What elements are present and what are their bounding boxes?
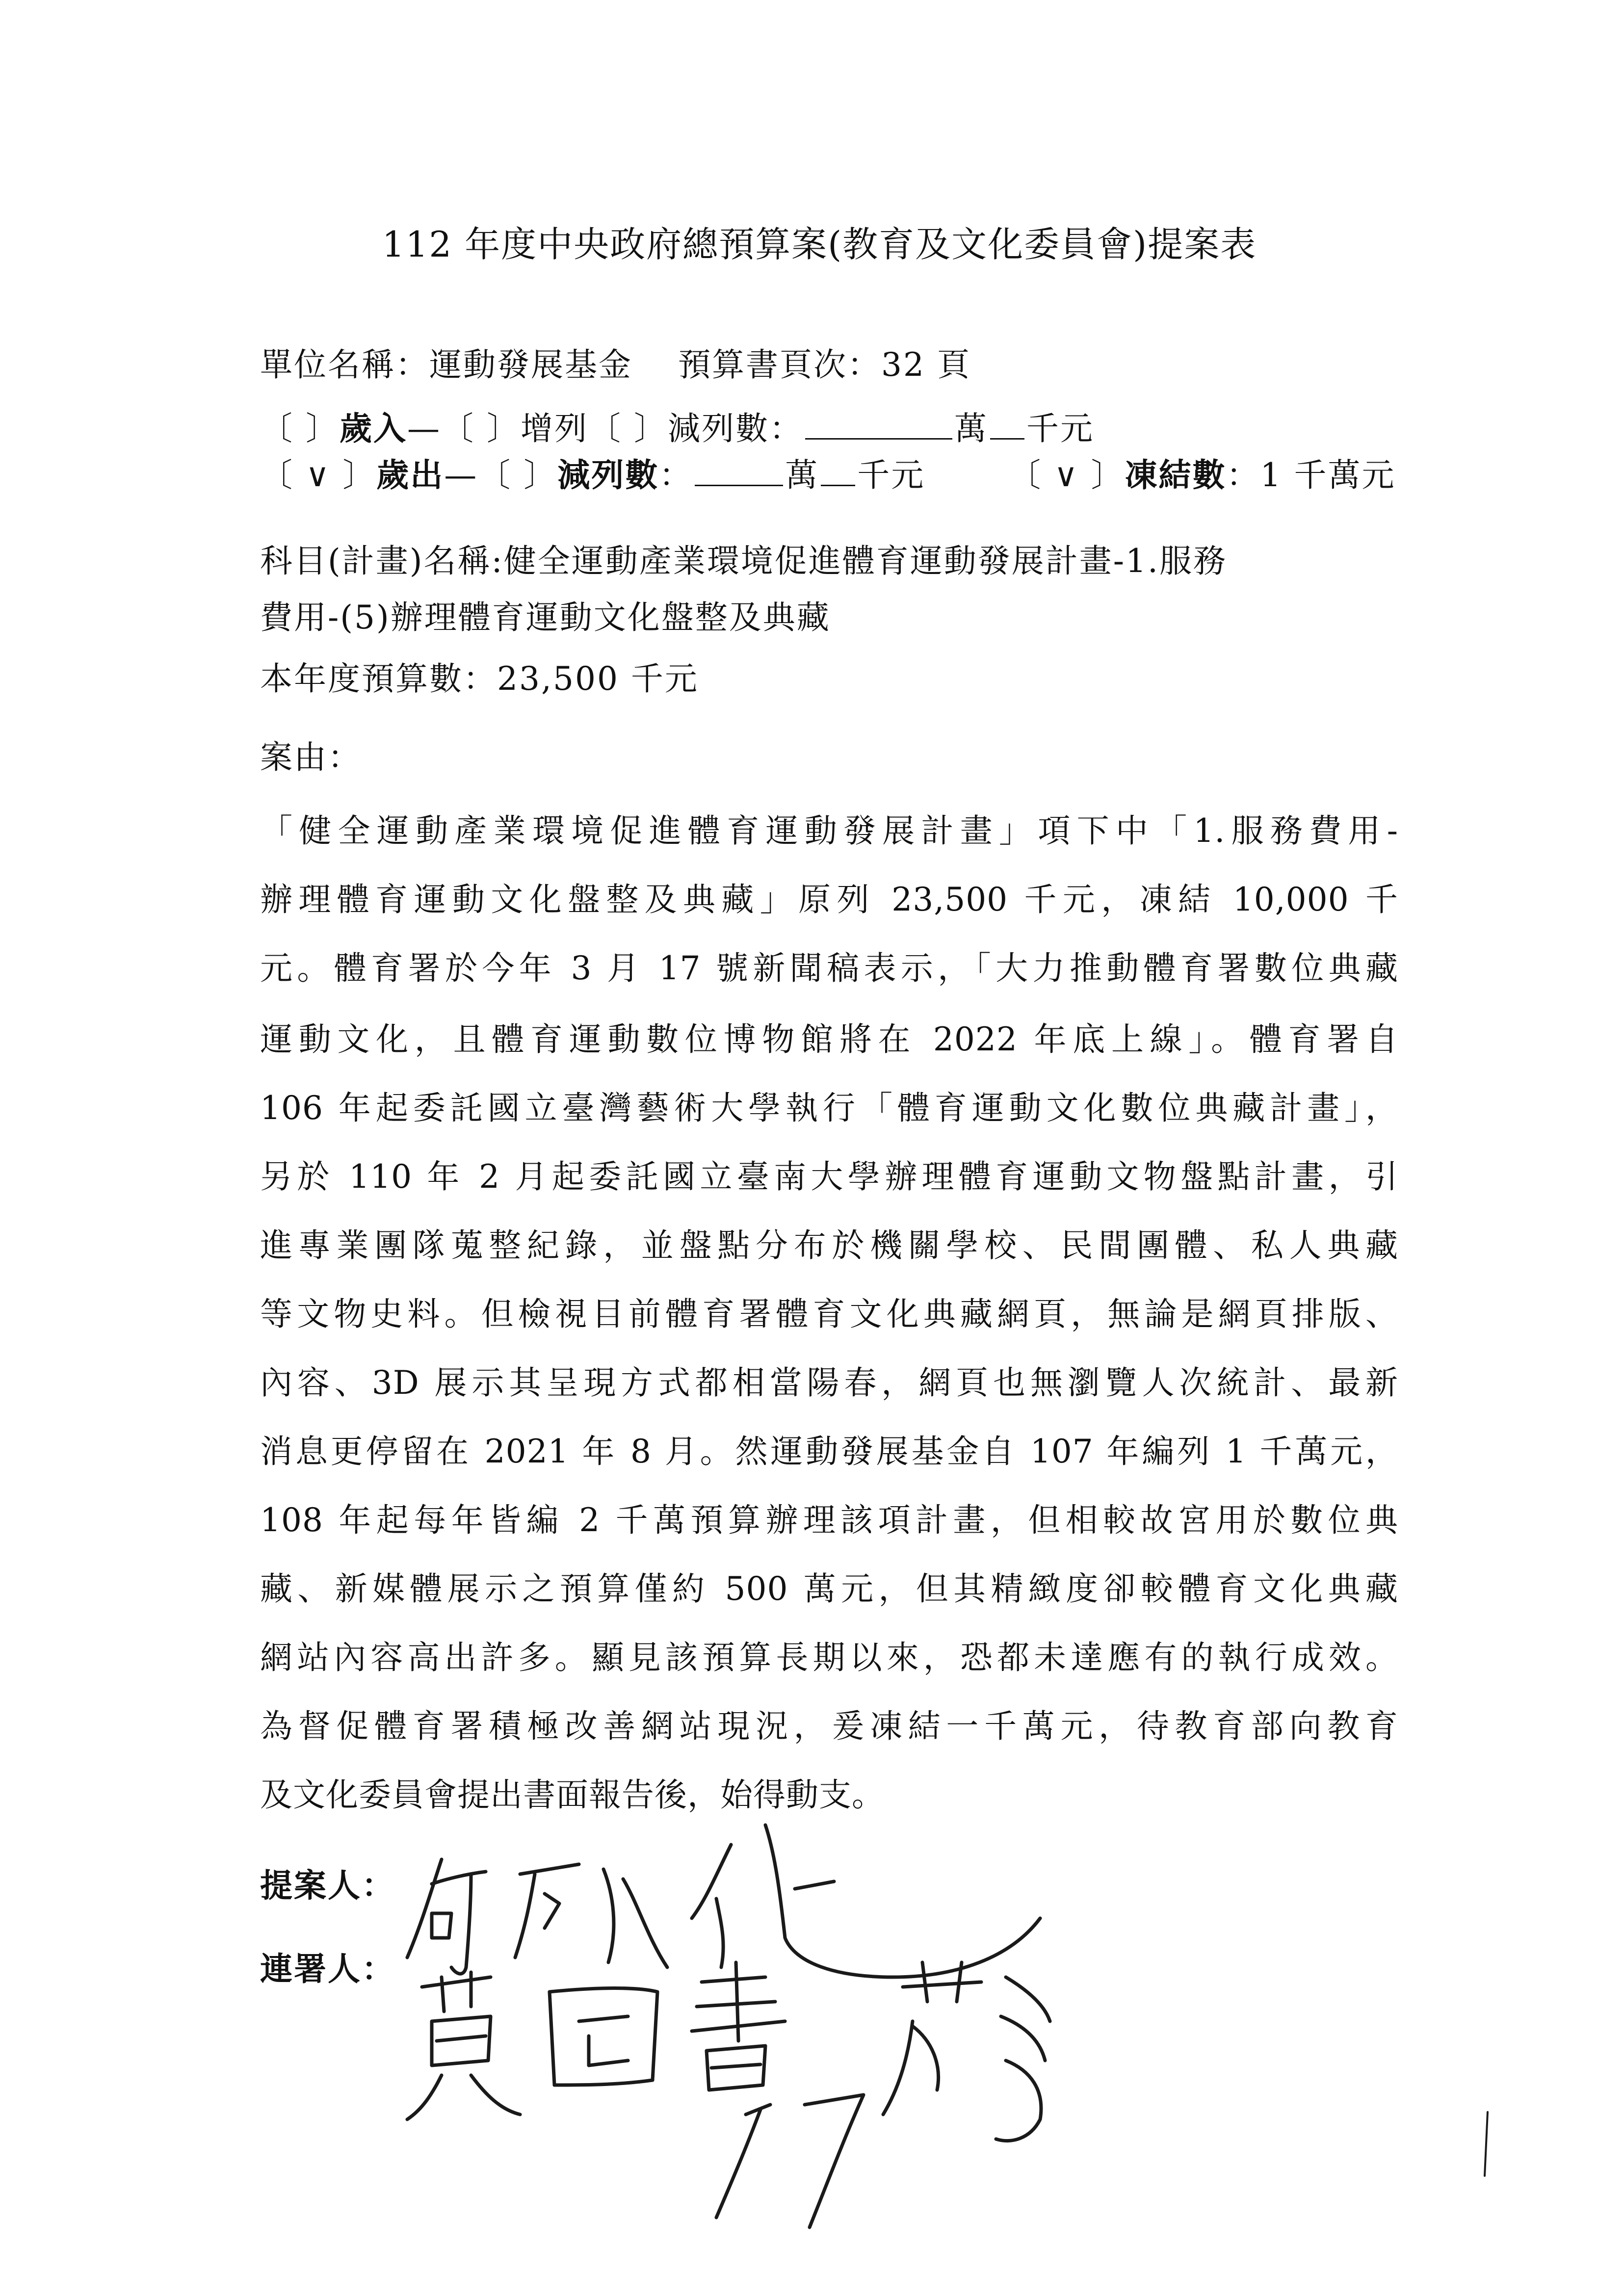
revenue-qian-blank [990,411,1024,440]
revenue-increase: 〔 〕增列 [441,410,588,447]
reason-label: 案由： [260,738,362,776]
expense-qian: 千元 [857,456,925,494]
body-line: 等文物史料。但檢視目前體育署體育文化典藏網頁，無論是網頁排版、 [260,1295,1398,1333]
body-line: 網站內容高出許多。顯見該預算長期以來，恐都未達應有的執行成效。 [260,1639,1398,1676]
body-line: 及文化委員會提出書面報告後，始得動支。 [260,1776,885,1814]
body-line: 106 年起委託國立臺灣藝術大學執行「體育運動文化數位典藏計畫」， [260,1089,1398,1127]
cosigner-signature-2 [883,1962,1050,2141]
body-line: 另於 110 年 2 月起委託國立臺南大學辦理體育運動文物盤點計畫，引 [260,1158,1398,1196]
body-line: 消息更停留在 2021 年 8 月。然運動發展基金自 107 年編列 1 千萬元， [260,1433,1398,1470]
expense-qian-blank [821,457,855,486]
expense-decrease-label: 減列數 [557,456,659,494]
freeze-value: ：1 千萬元 [1226,456,1396,494]
cosigner-label: 連署人： [260,1950,395,1988]
body-line: 108 年起每年皆編 2 千萬預算辦理該項計畫，但相較故宮用於數位典 [260,1501,1398,1539]
expense-wan: 萬 [785,456,819,494]
revenue-decrease: 〔 〕減列數： [588,410,803,447]
freeze-checkbox: 〔 ∨ 〕 [1008,456,1125,494]
body-line: 藏、新媒體展示之預算僅約 500 萬元，但其精緻度卻較體育文化典藏 [260,1570,1398,1608]
revenue-label: 歲入 [339,409,407,447]
budget-line: 本年度預算數：23,500 千元 [260,660,699,698]
body-line: 運動文化，且體育運動數位博物館將在 2022 年底上線」。體育署自 [260,1020,1398,1058]
expense-checkbox: 〔 ∨ 〕 [260,456,377,494]
expense-dash: — [444,456,478,494]
freeze-label: 凍結數 [1125,456,1227,494]
page-title: 112 年度中央政府總預算案(教育及文化委員會)提案表 [382,224,1257,265]
body-line: 「健全運動產業環境促進體育運動發展計畫」項下中「1.服務費用- [260,812,1398,850]
proposer-signature [407,1825,1040,1977]
page-tick-mark [1482,2110,1492,2178]
revenue-wan: 萬 [954,410,988,447]
body-line: 進專業團隊蒐整紀錄，並盤點分布於機關學校、民間團體、私人典藏 [260,1226,1398,1264]
body-line: 辦理體育運動文化盤整及典藏」原列 23,500 千元，凍結 10,000 千 [260,881,1398,918]
cosigner-signature-1 [407,1962,785,2119]
unit-line: 單位名稱：運動發展基金 預算書頁次：32 頁 [260,346,971,384]
expense-line [260,449,1396,496]
expense-colon: ： [659,456,693,494]
body-line: 元。體育署於今年 3 月 17 號新聞稿表示，「大力推動體育署數位典藏 [260,949,1398,987]
expense-label: 歲出 [376,456,445,494]
expense-decrease-box: 〔 〕 [478,456,558,494]
body-line: 為督促體育署積極改善網站現況，爰凍結一千萬元，待教育部向教育 [260,1707,1398,1745]
revenue-dash: — [407,410,441,447]
body-line: 內容、3D 展示其呈現方式都相當陽春，網頁也無瀏覽人次統計、最新 [260,1364,1398,1402]
subject-line-1: 科目(計畫)名稱:健全運動產業環境促進體育運動發展計畫-1.服務 [260,542,1228,580]
revenue-wan-blank [805,411,952,440]
subject-line-2: 費用-(5)辦理體育運動文化盤整及典藏 [260,599,831,636]
revenue-checkbox: 〔 〕 [260,410,340,447]
revenue-qian: 千元 [1026,410,1094,447]
proposer-label: 提案人： [260,1866,395,1905]
cosigner-signature-3 [716,2095,864,2227]
expense-wan-blank [695,457,783,486]
revenue-line [260,402,1094,449]
